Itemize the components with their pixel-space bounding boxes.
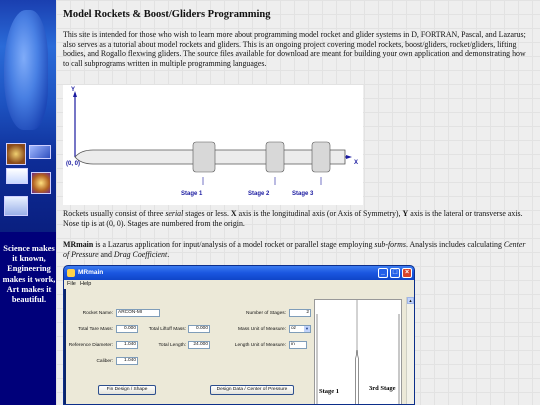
total-liftoff-mass-input[interactable]: 0.000 xyxy=(188,325,210,333)
rocket-preview-panel xyxy=(314,299,402,405)
thumbnail-sphere-icon xyxy=(6,143,26,165)
x-axis-arrow xyxy=(346,155,352,159)
main-content xyxy=(63,0,533,405)
stage-1-label: Stage 1 xyxy=(181,191,203,197)
face-artwork xyxy=(4,10,48,130)
window-client-area xyxy=(66,289,414,405)
stages-text-3: axis is the longitudinal axis (or Axis of Symmetry), xyxy=(236,209,403,218)
page-title: Model Rockets & Boost/Gliders Programming xyxy=(63,9,271,20)
rocket-name-input[interactable]: ARCON-MI xyxy=(116,309,160,317)
mrmain-text-2: . Analysis includes calculating xyxy=(405,240,504,249)
total-length-label: Total Length: xyxy=(158,343,186,348)
menu-help[interactable]: Help xyxy=(80,281,92,287)
reference-diameter-label: Reference Diameter: xyxy=(68,343,113,348)
rocket-name-label: Rocket Name: xyxy=(82,311,113,316)
stage-2-label: Stage 2 xyxy=(248,191,270,197)
y-axis-label: Y xyxy=(71,87,76,93)
total-length-input[interactable]: 24.000 xyxy=(188,341,210,349)
preview-rocket xyxy=(356,350,359,405)
menu-file[interactable]: File xyxy=(67,281,76,287)
stage-3-fins xyxy=(312,142,330,172)
scroll-up-icon[interactable]: ▲ xyxy=(408,298,413,303)
caliber-input[interactable]: 1.040 xyxy=(116,357,138,365)
fin-design-button[interactable]: Fin Design / Shape xyxy=(98,385,156,395)
length-unit-input[interactable]: in xyxy=(289,341,307,349)
number-of-stages-label: Number of Stages: xyxy=(246,311,286,316)
stage-1-fins xyxy=(193,142,215,172)
mass-unit-select[interactable] xyxy=(289,325,311,333)
rocket-diagram xyxy=(63,85,363,205)
stage-2-fins xyxy=(266,142,284,172)
stages-emph: serial xyxy=(165,209,184,218)
maximize-button[interactable]: □ xyxy=(390,268,400,278)
window-titlebar[interactable] xyxy=(64,266,415,280)
sidebar-motto: Science makes it known, Engineering makes it work, Art makes it beautiful. xyxy=(2,244,56,305)
window-title: MRmain xyxy=(78,269,104,276)
mass-unit-value: oz xyxy=(291,326,297,331)
app-icon xyxy=(67,269,75,277)
mrmain-text-1: is a Lazarus application for input/analysis of a model rocket or parallel stage employing xyxy=(93,240,375,249)
plot-stage-1-label: Stage 1 xyxy=(319,388,340,395)
mrmain-window xyxy=(63,265,415,405)
sidebar xyxy=(0,0,56,405)
plot-3rd-stage-label: 3rd Stage xyxy=(369,385,396,392)
minimize-button[interactable]: _ xyxy=(378,268,388,278)
number-of-stages-input[interactable]: 2 xyxy=(289,309,311,317)
thumbnail-chart-icon xyxy=(6,168,28,184)
total-tare-mass-input[interactable]: 0.000 xyxy=(116,325,138,333)
mrmain-cd: Drag Coefficient xyxy=(113,249,168,259)
stages-paragraph xyxy=(63,209,531,228)
stages-text-2: stages or less. xyxy=(183,209,231,218)
mrmain-paragraph xyxy=(63,240,531,259)
stages-text-1: Rockets usually consist of three xyxy=(63,209,166,218)
close-button[interactable]: × xyxy=(402,268,412,278)
intro-paragraph: This site is intended for those who wish to learn more about programming model rocket and glider systems in D, FORTRAN, Pascal, and Lazarus; also serves as a tutorial about model rockets and gliders. This is an ongoing project covering model rockets, boost/gliders, rocket/gliders, lifting bodies, and Rogallo flexwing gliders. The source files available for download are meant for building your own application and demonstrating how to call subprograms written in multiple programming languages. xyxy=(63,30,526,68)
rocket-preview xyxy=(315,300,403,405)
caliber-label: Caliber: xyxy=(96,359,113,364)
mrmain-and: and xyxy=(98,249,114,259)
reference-diameter-input[interactable]: 1.040 xyxy=(116,341,138,349)
mrmain-name: MRmain xyxy=(63,240,94,249)
length-unit-label: Length Unit of Measure: xyxy=(234,343,286,348)
y-axis-bold: Y xyxy=(402,209,409,218)
mrmain-end: . xyxy=(167,249,170,259)
rocket-axis-figure xyxy=(63,85,363,205)
design-data-button[interactable]: Design Data / Center of Pressure xyxy=(210,385,294,395)
thumbnail-gem-icon xyxy=(31,172,51,194)
sidebar-artwork xyxy=(0,0,56,232)
chevron-down-icon: ▼ xyxy=(305,326,309,331)
menu-bar xyxy=(64,280,415,289)
stages-text-4: axis is the lateral or transverse axis. Nose tip is at (0, 0). Stages are numbered from the origin. xyxy=(63,209,523,228)
mrmain-cp: Center of Pressure xyxy=(63,240,526,259)
origin-label: (0, 0) xyxy=(66,161,81,167)
total-liftoff-mass-label: Total Liftoff Mass: xyxy=(148,327,186,332)
vertical-scrollbar[interactable] xyxy=(406,297,414,405)
mrmain-subforms: sub-forms xyxy=(374,240,406,249)
x-axis-bold: X xyxy=(230,209,237,218)
total-tare-mass-label: Total Tare Mass: xyxy=(78,327,113,332)
x-axis-label: X xyxy=(354,160,359,166)
stage-3-label: Stage 3 xyxy=(292,191,314,197)
mass-unit-label: Mass Unit of Measure: xyxy=(238,327,286,332)
thumbnail-glider-icon xyxy=(29,145,51,159)
thumbnail-graph-icon xyxy=(4,196,28,216)
